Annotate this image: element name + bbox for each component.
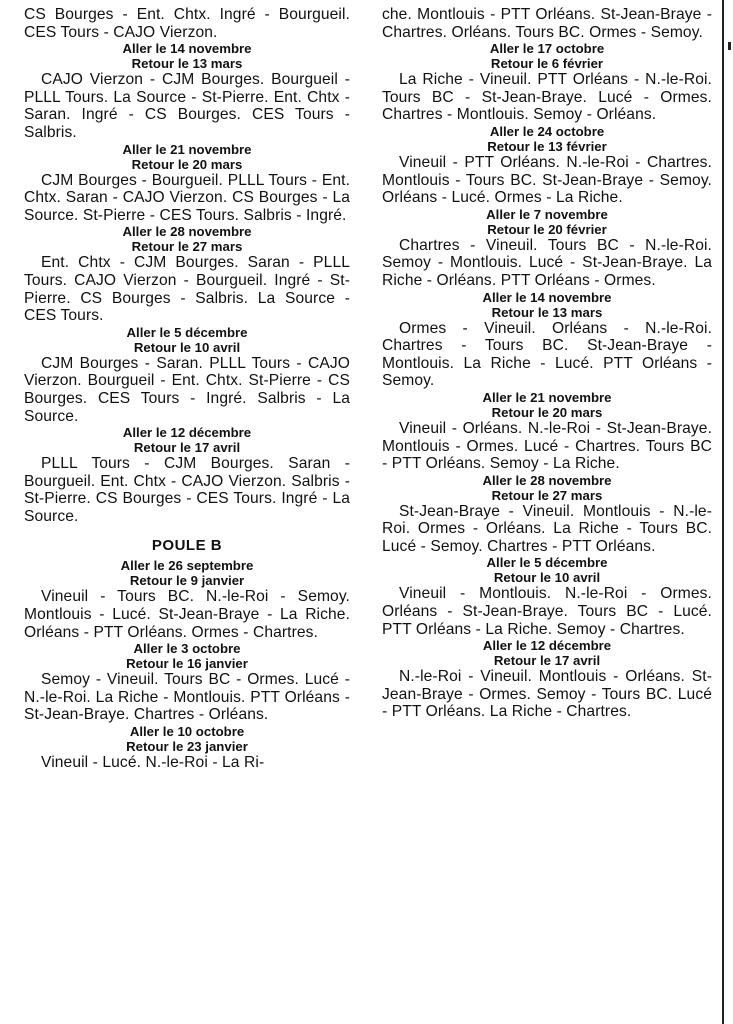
retour-date: Retour le 10 avril [493,570,601,586]
round-block [24,641,350,724]
match-list: Vineuil - Montlouis. N.-le-Roi - Ormes. Orléans - St-Jean-Braye. Tours BC - Lucé. PTT Orléans - La Riche. Semoy - Chartres. [382,585,712,638]
match-list: CAJO Vierzon - CJM Bourges. Bourgueil - PLLL Tours. La Source - St-Pierre. Ent. Chtx - Saran. Ingré - CS Bourges. CES Tours - Salbris. [24,71,350,141]
round-block [24,325,350,425]
retour-date: Retour le 23 janvier [126,739,248,755]
round-block [382,41,712,124]
match-list: N.-le-Roi - Vineuil. Montlouis - Orléans. St-Jean-Braye - Ormes. Semoy - Tours BC. Lucé - PTT Orléans. La Riche - Chartres. [382,668,712,721]
match-list: PLLL Tours - CJM Bourges. Saran - Bourgueil. Ent. Chtx - CAJO Vierzon. Salbris - St-Pierre. CS Bourges - CES Tours. Ingré - La Source. [24,455,350,525]
aller-date: Aller le 24 octobre [489,123,605,139]
retour-date: Retour le 17 avril [133,440,241,456]
match-list: Chartres - Vineuil. Tours BC - N.-le-Roi. Semoy - Montlouis. Lucé - St-Jean-Braye. La Riche - Orléans. PTT Orléans - Ormes. [382,236,712,289]
match-list: Vineuil - Tours BC. N.-le-Roi - Semoy. Montlouis - Lucé. St-Jean-Braye - La Riche. Orléans - PTT Orléans. Ormes - Chartres. [24,588,350,641]
match-list: CJM Bourges - Saran. PLLL Tours - CAJO Vierzon. Bourgueil - Ent. Chtx. St-Pierre - CS Bourges. CES Tours - Ingré. Salbris - La Source. [24,354,350,425]
retour-date: Retour le 13 mars [491,304,603,320]
match-list: La Riche - Vineuil. PTT Orléans - N.-le-Roi. Tours BC - St-Jean-Braye. Lucé - Ormes. Chartres - Montlouis. Semoy - Orléans. [382,71,712,124]
aller-date: Aller le 21 novembre [122,141,252,157]
aller-date: Aller le 7 novembre [486,206,608,222]
match-list: CJM Bourges - Bourgueil. PLLL Tours - Ent. Chtx. Saran - CAJO Vierzon. CS Bourges - La Source. St-Pierre - CES Tours. Salbris - Ingré. [24,171,350,224]
aller-date: Aller le 28 novembre [482,472,612,488]
round-block [24,425,350,525]
round-block [382,290,712,390]
match-list: Vineuil - PTT Orléans. N.-le-Roi - Chartres. Montlouis - Tours BC. St-Jean-Braye - Semoy. Orléans - Lucé. Ormes - La Riche. [382,153,712,207]
retour-date: Retour le 9 janvier [129,573,245,589]
aller-date: Aller le 12 décembre [122,425,252,441]
aller-date: Aller le 17 octobre [489,41,605,57]
round-block [24,142,350,225]
round-block [24,558,350,641]
round-block [382,207,712,290]
match-list: Ormes - Vineuil. Orléans - N.-le-Roi. Chartres - Tours BC. St-Jean-Braye - Montlouis. La Riche - Lucé. PTT Orléans - Semoy. [382,319,712,390]
retour-date: Retour le 17 avril [493,653,601,669]
aller-date: Aller le 14 novembre [482,289,612,305]
match-list: St-Jean-Braye - Vineuil. Montlouis - N.-le-Roi. Ormes - Orléans. La Riche - Tours BC. Lucé - Semoy. Chartres - PTT Orléans. [382,502,712,555]
aller-date: Aller le 14 novembre [122,41,252,57]
retour-date: Retour le 20 mars [491,404,603,420]
match-list: Vineuil - Lucé. N.-le-Roi - La Ri- [41,754,265,772]
match-list: Ent. Chtx - CJM Bourges. Saran - PLLL Tours. CAJO Vierzon - Bourgueil. Ingré - St-Pierre. CS Bourges - Salbris. La Source - CES Tours. [24,254,350,325]
rule-mark [728,42,731,50]
aller-date: Aller le 5 décembre [486,555,608,571]
retour-date: Retour le 27 mars [491,487,603,503]
retour-date: Retour le 13 mars [131,56,243,72]
round-block [382,638,712,721]
aller-date: Aller le 21 novembre [482,389,612,405]
column-rule [722,0,724,1024]
retour-date: Retour le 16 janvier [126,656,248,672]
retour-date: Retour le 6 février [490,56,604,72]
match-list: Vineuil - Orléans. N.-le-Roi - St-Jean-Braye. Montlouis - Ormes. Lucé - Chartres. Tours BC - PTT Orléans. Semoy - La Riche. [382,419,712,473]
continued-matches: CS Bourges - Ent. Chtx. Ingré - Bourgueil. CES Tours - CAJO Vierzon. [24,6,350,41]
round-block [382,124,712,207]
round-block [382,473,712,556]
round-block [382,390,712,473]
match-list: Semoy - Vineuil. Tours BC - Ormes. Lucé - N.-le-Roi. La Riche - Montlouis. PTT Orléans - St-Jean-Braye. Chartres - Orléans. [24,671,350,724]
round-block [24,224,350,324]
retour-date: Retour le 27 mars [131,239,243,255]
right-column [382,6,712,721]
section-title: POULE B [151,537,223,555]
retour-date: Retour le 13 février [487,138,607,154]
retour-date: Retour le 20 février [487,221,607,237]
round-block [382,555,712,638]
round-block [24,724,350,772]
aller-date: Aller le 3 octobre [133,641,241,657]
aller-date: Aller le 26 septembre [120,558,254,574]
aller-date: Aller le 5 décembre [126,324,248,340]
aller-date: Aller le 28 novembre [122,224,252,240]
round-block [24,41,350,141]
aller-date: Aller le 12 décembre [482,638,612,654]
continued-matches: che. Montlouis - PTT Orléans. St-Jean-Braye - Chartres. Orléans. Tours BC. Ormes - Semoy. [382,6,712,41]
aller-date: Aller le 10 octobre [129,724,245,740]
retour-date: Retour le 20 mars [131,156,243,172]
left-column [24,6,350,772]
retour-date: Retour le 10 avril [133,339,241,355]
